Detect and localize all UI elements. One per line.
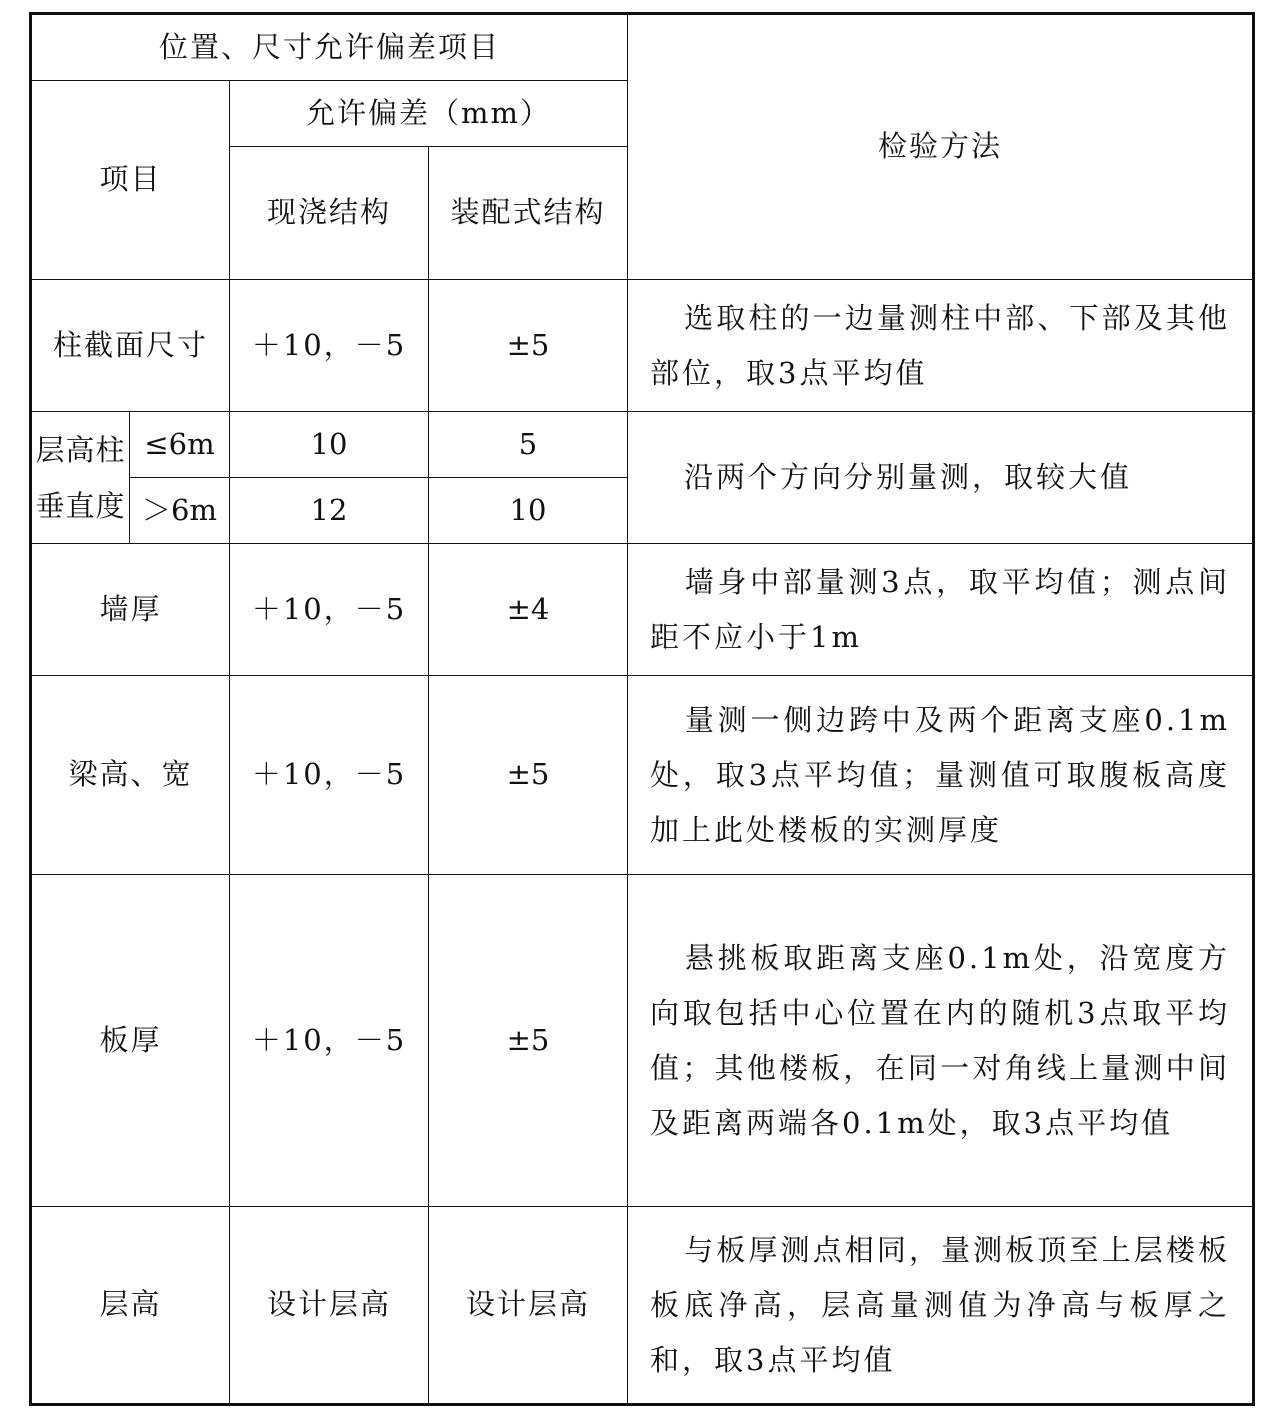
table-row — [31, 412, 1254, 478]
method-text: 墙身中部量测3点，取平均值；测点间距不应小于1m — [628, 544, 1254, 676]
prefab-value: ±5 — [429, 676, 628, 875]
header-group-title: 位置、尺寸允许偏差项目 — [31, 14, 628, 81]
row-item-wall-thickness: 墙厚 — [31, 544, 230, 676]
tolerance-table — [29, 12, 1255, 1406]
tolerance-table-container — [29, 12, 1255, 1406]
prefab-value: 10 — [429, 478, 628, 544]
cast-value: 10 — [230, 412, 429, 478]
method-text: 沿两个方向分别量测，取较大值 — [628, 412, 1254, 544]
cast-value: ＋10，－5 — [230, 875, 429, 1207]
prefab-value: ±4 — [429, 544, 628, 676]
cast-value: ＋10，－5 — [230, 544, 429, 676]
table-row — [31, 875, 1254, 1207]
sub-item-gt-6m: ＞6m — [130, 478, 230, 544]
sub-item-le-6m: ≤6m — [130, 412, 230, 478]
cast-value: 设计层高 — [230, 1207, 429, 1405]
header-tolerance: 允许偏差（mm） — [230, 81, 628, 147]
cast-value: ＋10，－5 — [230, 280, 429, 412]
table-row — [31, 544, 1254, 676]
header-prefabricated: 装配式结构 — [429, 147, 628, 280]
prefab-value: 5 — [429, 412, 628, 478]
row-item-column-section: 柱截面尺寸 — [31, 280, 230, 412]
method-text: 选取柱的一边量测柱中部、下部及其他部位，取3点平均值 — [628, 280, 1254, 412]
table-row — [31, 676, 1254, 875]
row-item-slab: 板厚 — [31, 875, 230, 1207]
row-item-beam: 梁高、宽 — [31, 676, 230, 875]
method-text: 悬挑板取距离支座0.1m处，沿宽度方向取包括中心位置在内的随机3点取平均值；其他楼板，在同一对角线上量测中间及距离两端各0.1m处，取3点平均值 — [628, 875, 1254, 1207]
method-text: 量测一侧边跨中及两个距离支座0.1m处，取3点平均值；量测值可取腹板高度加上此处楼板的实测厚度 — [628, 676, 1254, 875]
table-row — [31, 280, 1254, 412]
row-item-column-vertical: 层高柱 垂直度 — [31, 412, 130, 544]
header-item: 项目 — [31, 81, 230, 280]
row-item-storey-height: 层高 — [31, 1207, 230, 1405]
cast-value: 12 — [230, 478, 429, 544]
prefab-value: ±5 — [429, 280, 628, 412]
header-method: 检验方法 — [628, 14, 1254, 280]
prefab-value: 设计层高 — [429, 1207, 628, 1405]
cast-value: ＋10，－5 — [230, 676, 429, 875]
prefab-value: ±5 — [429, 875, 628, 1207]
table-row — [31, 1207, 1254, 1405]
method-text: 与板厚测点相同，量测板顶至上层楼板板底净高，层高量测值为净高与板厚之和，取3点平均值 — [628, 1207, 1254, 1405]
header-cast-in-place: 现浇结构 — [230, 147, 429, 280]
